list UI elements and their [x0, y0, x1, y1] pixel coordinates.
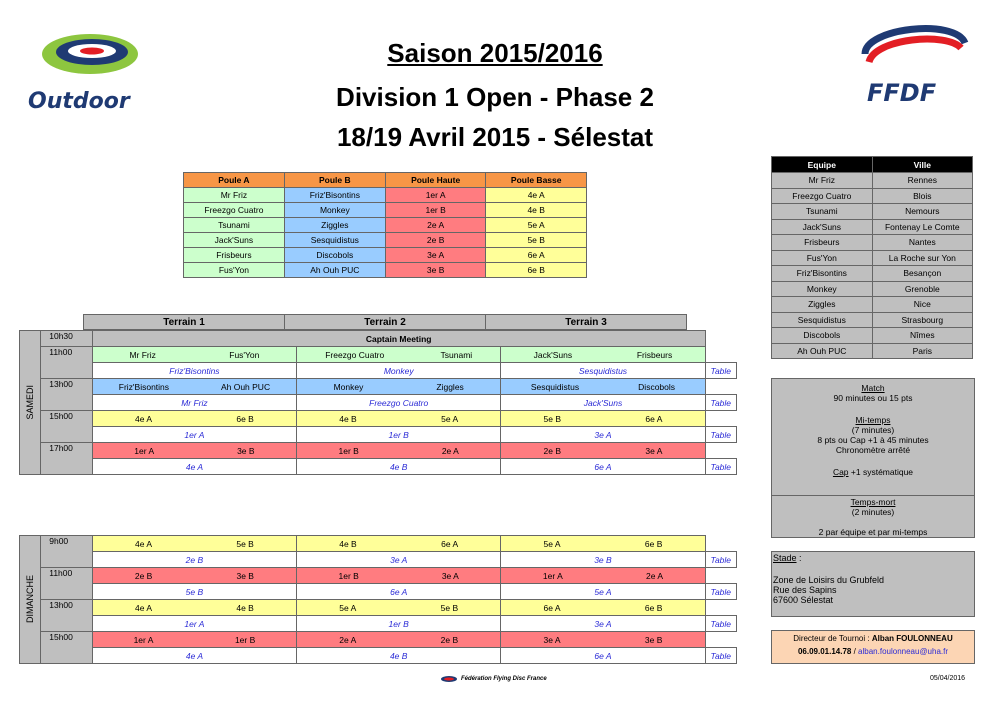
team-away: 6e B	[644, 538, 663, 549]
outdoor-disc-icon	[28, 22, 158, 82]
spacer	[705, 600, 736, 616]
pools-header-row	[184, 173, 587, 188]
referee-cell: 6e A	[501, 459, 705, 475]
referee-cell: 1er B	[297, 616, 501, 632]
team-away: 5e B	[440, 602, 459, 613]
halftime-title: Mi-temps	[855, 415, 891, 425]
team-away: Ah Ouh PUC	[220, 381, 271, 392]
schedule-table	[19, 330, 737, 475]
game-cell	[92, 632, 296, 648]
team-name: Monkey	[772, 281, 873, 297]
date-place: 18/19 Avril 2015 - Sélestat	[336, 122, 654, 152]
outdoor-logo	[28, 22, 158, 112]
pools-cell: Friz'Bisontins	[284, 188, 385, 203]
team-city: Grenoble	[872, 281, 972, 297]
pools-header: Poule Basse	[486, 173, 587, 188]
pools-cell: 1er B	[385, 203, 486, 218]
game-cell	[297, 347, 501, 363]
team-home: Mr Friz	[129, 349, 156, 360]
pools-cell: 6e A	[486, 248, 587, 263]
ffdf-logo	[855, 18, 970, 113]
team-away: 3e A	[645, 445, 663, 456]
game-cell	[92, 411, 296, 427]
pools-header: Poule Haute	[385, 173, 486, 188]
game-cell	[501, 347, 705, 363]
rules-box	[771, 378, 975, 538]
teams-row	[772, 235, 973, 251]
referee-cell: 5e B	[92, 584, 296, 600]
referee-cell: Sesquidistus	[501, 363, 705, 379]
timeout-line: 2 par équipe et par mi-temps	[818, 527, 928, 537]
game-cell	[297, 443, 501, 459]
team-name: Freezgo Cuatro	[772, 188, 873, 204]
game-cell	[92, 347, 296, 363]
team-home: 2e B	[134, 570, 153, 581]
pools-cell: 1er A	[385, 188, 486, 203]
table-duty-cell: Table	[705, 584, 736, 600]
referee-cell: Monkey	[297, 363, 501, 379]
halftime-line: (7 minutes)	[851, 425, 895, 435]
referee-cell: 3e A	[297, 552, 501, 568]
team-home: 5e B	[543, 413, 561, 424]
referee-cell: Jack'Suns	[501, 395, 705, 411]
venue-title: Stade	[773, 553, 797, 563]
team-city: Paris	[872, 343, 972, 359]
ffdf-disc-icon	[855, 18, 970, 78]
team-away: Frisbeurs	[636, 349, 673, 360]
table-duty-cell: Table	[705, 552, 736, 568]
team-away: 3e B	[644, 634, 663, 645]
cap-label: Cap	[832, 467, 849, 477]
game-cell	[297, 632, 501, 648]
pools-cell: Jack'Suns	[184, 233, 285, 248]
table-duty-cell: Table	[705, 427, 736, 443]
time-cell: 15h00	[41, 632, 93, 664]
pools-cell: 3e A	[385, 248, 486, 263]
team-away: 3e A	[441, 570, 459, 581]
day-label: DIMANCHE	[25, 575, 36, 624]
team-name: Ah Ouh PUC	[772, 343, 873, 359]
director-label: Directeur de Tournoi :	[793, 634, 872, 643]
pools-cell: Frisbeurs	[184, 248, 285, 263]
team-name: Friz'Bisontins	[772, 266, 873, 282]
team-home: Sesquidistus	[530, 381, 580, 392]
pools-cell: Freezgo Cuatro	[184, 203, 285, 218]
team-away: 5e B	[236, 538, 254, 549]
schedule-row	[20, 568, 737, 584]
spacer	[705, 443, 736, 459]
game-cell	[501, 411, 705, 427]
teams-body	[772, 173, 973, 359]
venue-title-suffix: :	[796, 553, 802, 563]
pools-cell: Discobols	[284, 248, 385, 263]
venue-line: 67600 Sélestat	[773, 595, 834, 605]
teams-header: Ville	[872, 157, 972, 173]
teams-row	[772, 204, 973, 220]
team-name: Tsunami	[772, 204, 873, 220]
referee-row	[20, 427, 737, 443]
team-home: 4e A	[134, 538, 152, 549]
pools-cell: 5e B	[486, 233, 587, 248]
pools-row	[184, 263, 587, 278]
team-name: Discobols	[772, 328, 873, 344]
table-duty-cell: Table	[705, 395, 736, 411]
pools-cell: 5e A	[486, 218, 587, 233]
game-cell	[501, 632, 705, 648]
table-duty-cell: Table	[705, 616, 736, 632]
table-duty-cell: Table	[705, 459, 736, 475]
team-away: 5e A	[441, 413, 459, 424]
pools-cell: Sesquidistus	[284, 233, 385, 248]
teams-row	[772, 328, 973, 344]
spacer	[705, 632, 736, 648]
team-home: 5e A	[543, 538, 561, 549]
team-away: 2e A	[645, 570, 663, 581]
team-away: 2e A	[441, 445, 459, 456]
team-home: 2e A	[339, 634, 357, 645]
schedule-row	[20, 331, 737, 347]
referee-row	[20, 395, 737, 411]
game-cell	[501, 600, 705, 616]
team-away: Tsunami	[440, 349, 473, 360]
field-header: Terrain 3	[486, 315, 687, 330]
game-cell	[501, 379, 705, 395]
team-city: Besançon	[872, 266, 972, 282]
teams-header: Equipe	[772, 157, 873, 173]
team-home: 1er A	[134, 445, 155, 456]
director-phone: 06.09.01.14.78	[797, 647, 852, 656]
game-cell	[92, 536, 296, 552]
venue-line: Zone de Loisirs du Grubfeld	[773, 575, 885, 585]
time-cell: 17h00	[41, 443, 93, 475]
saturday-schedule	[19, 330, 737, 475]
referee-cell: 4e A	[92, 459, 296, 475]
referee-cell: 4e B	[297, 459, 501, 475]
teams-row	[772, 250, 973, 266]
pools-header: Poule B	[284, 173, 385, 188]
timeout-title: Temps-mort	[850, 497, 896, 507]
team-city: Nantes	[872, 235, 972, 251]
outdoor-logo-text: Outdoor	[28, 89, 130, 114]
referee-cell: 1er B	[297, 427, 501, 443]
team-home: 1er A	[133, 634, 154, 645]
team-name: Fus'Yon	[772, 250, 873, 266]
team-away: 6e B	[236, 413, 254, 424]
team-away: Ziggles	[436, 381, 464, 392]
game-cell	[501, 443, 705, 459]
page-subtitle: Division 1 Open - Phase 2	[336, 82, 654, 112]
referee-cell: 3e A	[501, 427, 705, 443]
day-label-cell	[20, 331, 41, 475]
teams-row	[772, 219, 973, 235]
team-city: Blois	[872, 188, 972, 204]
game-cell	[501, 568, 705, 584]
sunday-schedule	[19, 535, 737, 664]
team-home: 4e B	[339, 413, 357, 424]
team-away: 3e B	[236, 570, 254, 581]
team-away: 2e B	[440, 634, 459, 645]
time-cell: 11h00	[41, 568, 93, 600]
game-cell	[92, 379, 296, 395]
team-home: 1er B	[338, 570, 359, 581]
team-city: Nice	[872, 297, 972, 313]
team-name: Sesquidistus	[772, 312, 873, 328]
table-duty-cell: Table	[705, 363, 736, 379]
team-city: Strasbourg	[872, 312, 972, 328]
team-home: Freezgo Cuatro	[325, 349, 385, 360]
footer-date: 05/04/2016	[930, 675, 966, 682]
pools-row	[184, 218, 587, 233]
team-city: La Roche sur Yon	[872, 250, 972, 266]
field-header: Terrain 1	[84, 315, 285, 330]
time-cell: 11h00	[41, 347, 93, 379]
teams-header-row	[772, 157, 973, 173]
teams-row	[772, 297, 973, 313]
pools-row	[184, 233, 587, 248]
team-home: 4e B	[339, 538, 357, 549]
referee-cell: 3e A	[501, 616, 705, 632]
game-cell	[297, 536, 501, 552]
referee-row	[20, 648, 737, 664]
game-cell	[297, 411, 501, 427]
spacer	[705, 411, 736, 427]
referee-cell: Friz'Bisontins	[92, 363, 296, 379]
cap-text: +1 systématique	[850, 467, 914, 477]
pools-cell: Mr Friz	[184, 188, 285, 203]
time-cell: 13h00	[41, 600, 93, 632]
spacer	[705, 347, 736, 363]
referee-row	[20, 459, 737, 475]
team-home: 6e A	[543, 602, 561, 613]
timeout-line: (2 minutes)	[851, 507, 895, 517]
timeout-line	[772, 517, 974, 527]
day-label-cell	[20, 536, 41, 664]
referee-cell: 5e A	[501, 584, 705, 600]
referee-row	[20, 552, 737, 568]
director-box	[771, 630, 975, 664]
referee-row	[20, 584, 737, 600]
team-away: 6e A	[441, 538, 459, 549]
pools-cell: Fus'Yon	[184, 263, 285, 278]
schedule-table	[19, 535, 737, 664]
spacer	[705, 536, 736, 552]
page-title: Saison 2015/2016	[387, 38, 603, 68]
schedule-row	[20, 536, 737, 552]
team-name: Frisbeurs	[772, 235, 873, 251]
pools-cell: 4e A	[486, 188, 587, 203]
time-cell: 9h00	[41, 536, 93, 568]
team-home: Jack'Suns	[533, 349, 573, 360]
teams-row	[772, 343, 973, 359]
schedule-row	[20, 347, 737, 363]
spacer	[705, 568, 736, 584]
referee-row	[20, 363, 737, 379]
team-home: 3e A	[543, 634, 561, 645]
game-cell	[92, 443, 296, 459]
team-name: Mr Friz	[772, 173, 873, 189]
game-cell	[297, 568, 501, 584]
table-duty-cell: Table	[705, 648, 736, 664]
team-away: 6e A	[645, 413, 663, 424]
schedule-row	[20, 600, 737, 616]
time-cell: 13h00	[41, 379, 93, 411]
team-name: Jack'Suns	[772, 219, 873, 235]
teams-row	[772, 312, 973, 328]
teams-row	[772, 188, 973, 204]
referee-cell: 6e A	[501, 648, 705, 664]
pools-cell: 2e A	[385, 218, 486, 233]
pools-cell: Ziggles	[284, 218, 385, 233]
pools-row	[184, 203, 587, 218]
team-home: 4e A	[134, 413, 152, 424]
team-away: 3e B	[237, 445, 255, 456]
team-away: 1er B	[234, 634, 256, 645]
spacer	[705, 379, 736, 395]
team-city: Fontenay Le Comte	[872, 219, 972, 235]
fields-header	[83, 314, 687, 330]
ffdf-small-disc-icon	[440, 675, 458, 683]
team-home: 2e B	[543, 445, 561, 456]
field-header: Terrain 2	[285, 315, 486, 330]
referee-cell: 2e B	[92, 552, 296, 568]
day-label: SAMEDI	[25, 385, 36, 420]
referee-row	[20, 616, 737, 632]
pools-body	[184, 188, 587, 278]
pools-cell: Ah Ouh PUC	[284, 263, 385, 278]
referee-cell: 1er A	[92, 616, 296, 632]
teams-row	[772, 173, 973, 189]
time-cell: 15h00	[41, 411, 93, 443]
teams-row	[772, 281, 973, 297]
pools-cell: 3e B	[385, 263, 486, 278]
footer-federation: Fédération Flying Disc France	[440, 675, 547, 683]
pools-cell: 6e B	[486, 263, 587, 278]
schedule-row	[20, 379, 737, 395]
match-title: Match	[861, 383, 885, 393]
team-away: 6e B	[644, 602, 663, 613]
team-home: 5e A	[339, 602, 357, 613]
teams-row	[772, 266, 973, 282]
team-city: Nemours	[872, 204, 972, 220]
pools-cell: Monkey	[284, 203, 385, 218]
team-home: Friz'Bisontins	[118, 381, 170, 392]
pools-cell: 2e B	[385, 233, 486, 248]
pools-row	[184, 188, 587, 203]
referee-cell: 4e B	[297, 648, 501, 664]
game-cell	[297, 600, 501, 616]
team-away: Fus'Yon	[229, 349, 260, 360]
pools-header: Poule A	[184, 173, 285, 188]
referee-cell: Freezgo Cuatro	[297, 395, 501, 411]
ffdf-logo-text: FFDF	[867, 79, 937, 107]
pools-cell: 4e B	[486, 203, 587, 218]
team-home: 4e A	[134, 602, 152, 613]
referee-cell: 1er A	[92, 427, 296, 443]
halftime-line: Chronomètre arrêté	[835, 445, 911, 455]
referee-cell: 3e B	[501, 552, 705, 568]
team-home: 1er B	[338, 445, 359, 456]
pools-cell: Tsunami	[184, 218, 285, 233]
game-cell	[92, 600, 296, 616]
referee-cell: 6e A	[297, 584, 501, 600]
game-cell	[501, 536, 705, 552]
team-away: Discobols	[638, 381, 676, 392]
pools-row	[184, 248, 587, 263]
game-cell	[92, 568, 296, 584]
captain-meeting: Captain Meeting	[92, 331, 705, 347]
team-home: Monkey	[333, 381, 364, 392]
team-city: Rennes	[872, 173, 972, 189]
pools-table	[183, 172, 587, 278]
schedule-row	[20, 411, 737, 427]
director-name: Alban FOULONNEAU	[871, 634, 953, 643]
game-cell	[297, 379, 501, 395]
team-city: Nîmes	[872, 328, 972, 344]
venue-line: Rue des Sapins	[773, 585, 837, 595]
teams-table	[771, 156, 973, 359]
match-text: 90 minutes ou 15 pts	[833, 393, 913, 403]
venue-box	[771, 551, 975, 617]
referee-cell: Mr Friz	[92, 395, 296, 411]
director-email[interactable]: alban.foulonneau@uha.fr	[858, 647, 949, 656]
halftime-line: 8 pts ou Cap +1 à 45 minutes	[817, 435, 929, 445]
time-cell: 10h30	[41, 331, 93, 347]
schedule-row	[20, 443, 737, 459]
schedule-row	[20, 632, 737, 648]
team-away: 4e B	[236, 602, 254, 613]
team-name: Ziggles	[772, 297, 873, 313]
director-sep: /	[851, 647, 859, 656]
spacer	[705, 331, 736, 347]
referee-cell: 4e A	[92, 648, 296, 664]
team-home: 1er A	[542, 570, 563, 581]
